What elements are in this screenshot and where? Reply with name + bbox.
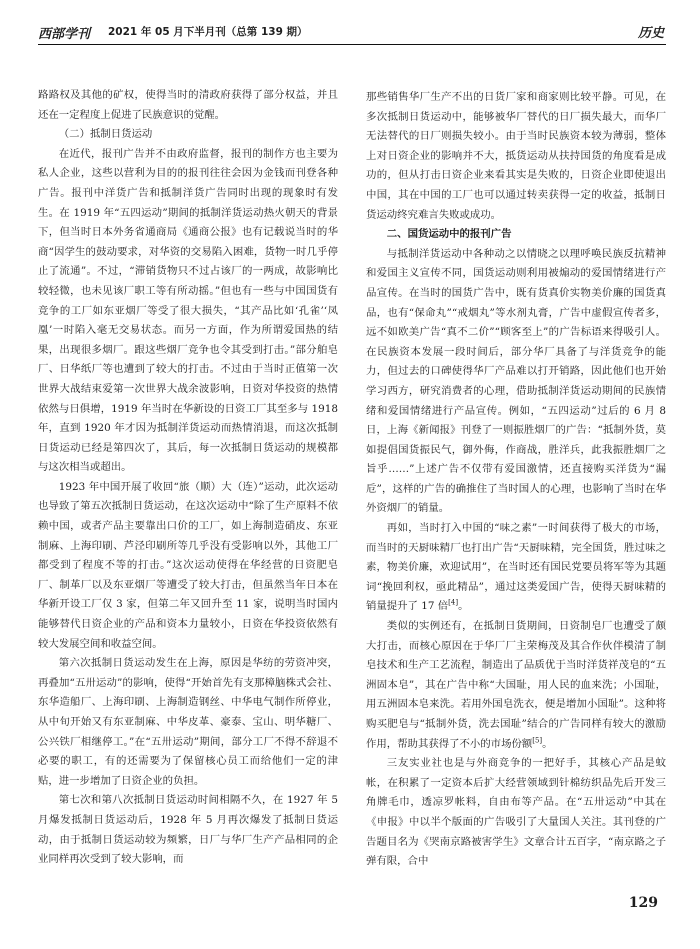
paragraph	[38, 654, 338, 791]
paragraph-text: 第六次抵制日货运动发生在上海，原因是华纺的劳资冲突，再叠加“五卅运动”的影响，使得“开始首先有支那樟脑株式会社、东华造船厂、上海印刷、上海制造钢丝、中华电气制作所停业，从中旬开始又有东亚制麻、中华皮革、豪泰、宝山、明华糖厂、公兴铁厂相继停工。”在“五卅运动”期间，部分工厂不得不辞退不必要的职工，有的还需要为了保留核心员工而给他们一定的津贴，进一步增加了日资企业的负担。	[38, 657, 338, 787]
section-heading	[366, 225, 666, 245]
paragraph	[38, 478, 338, 654]
paragraph	[366, 88, 666, 225]
paragraph-text: 类似的实例还有，在抵制日货期间，日资制皂厂也遭受了颇大打击，而核心原因在于华厂厂主荣梅茂及其合作伙伴模清了制皂技术和生产工艺流程，制造出了品质优于当时洋货祥茂皂的“五洲固本皂”，其在广告中称“大国耻，用人民的血来洗；小国耻，用五洲固本皂来洗。若用外国皂洗衣，便是增加小国耻”。这种将购买肥皂与“抵制外货，洗去国耻”结合的广告同样有较大的激励作用，帮助其获得了不小的市场份额	[366, 620, 666, 750]
paragraph	[366, 245, 666, 519]
section-name: 历史	[637, 26, 664, 41]
paragraph-text: （二）抵制日货运动	[58, 128, 153, 141]
paragraph-text: 1923 年中国开展了收回“旅（顺）大（连）”运动，此次运动也导致了第五次抵制日货运动，在这次运动中“除了生产原料不依赖中国，或者产品主要靠出口价的工厂，如上海制造硝皮、东亚制麻、上海印刷、芦泾印刷所等几乎没有受影响以外，其他工厂都受到了程度不等的打击。”这次运动使得在华经营的日资肥皂厂、制革厂以及东亚烟厂等遭受了较大打击，但虽然当年日本在华新开设工厂仅 3 家，但第二年又回升至 11 家，说明当时国内能够替代日资企业的产品和资本力量较小，日资在华投资依然有较大发展空间和收益空间。	[38, 480, 338, 650]
paragraph	[38, 791, 338, 869]
paragraph	[366, 754, 666, 872]
paragraph-text: 路路权及其他的矿权，使得当时的清政府获得了部分权益，并且还在一定程度上促进了民族意识的觉醒。	[38, 89, 338, 121]
paragraph	[366, 519, 666, 617]
page-header	[38, 20, 666, 45]
paragraph-text: 二、国货运动中的报刊广告	[386, 228, 512, 241]
subsection-heading	[38, 125, 338, 145]
paragraph-text: 第七次和第八次抵制日货运动时间相隔不久，在 1927 年 5 月爆发抵制日货运动后，1928 年 5 月再次爆发了抵制日货运动，由于抵制日货运动较为频繁，日厂与华厂生产产品相同的企业同样再次受到了较大影响，而	[38, 794, 338, 866]
citation-ref: [4]	[448, 598, 459, 607]
paragraph-text: 在近代，报刊广告并不由政府监督，报刊的制作方也主要为私人企业，这些以营利为目的的报刊往往会因为金钱而刊登各种广告。报刊中洋货广告和抵制洋货广告同时出现的现象时有发生。在 1919 年“五四运动”期间的抵制洋货运动热火朝天的背景下，但当时日本外务省通商局《通商公报》也有记载说当时的华商“因学生的鼓动要求，对华资的交易陷入困难，货物一时几乎停止了流通”。不过，“滞销货物只不过占该厂的一两成，故影响比较轻微，也未见该厂职工等有所动摇。”但也有一些与中国国货有竞争的工厂如东亚烟厂等受了很大损失，“其产品比如‘孔雀’‘凤凰’一时陷入毫无交易状态。而另一方面，作为所谓爱国热的结果，出现很多烟厂。跟这些烟厂竞争也令其受到打击。”部分舶皂厂、日华纸厂等也遭到了较大的打击。不过由于当时正值第一次世界大战结束爱第一次世界大战余波影响，日资对华投资的热情依然与日俱增，1919 年当时在华新设的日资工厂其至多与 1918 年，直到 1920 年才因为抵制洋货运动而热情消退，而这次抵制日货运动已经是第四次了，其后，每一次抵制日货运动的规模都与这次相当或超出。	[38, 147, 338, 474]
right-column	[366, 88, 666, 872]
paragraph-text: 那些销售华厂生产不出的日货厂家和商家则比较平静。可见，在多次抵制日货运动中，能够被华厂替代的日厂损失最大，而华厂无法替代的日厂则损失较小。由于当时民族资本较为薄弱，整体上对日资企业的影响并不大，抵货运动从扶持国货的角度看是成功的，但从打击日资企业来看其实是失败的，日资企业即使退出中国，其在中国的工厂也可以通过转卖获得一定的收益，抵制日货运动终究难言失败或成功。	[366, 91, 666, 221]
paragraph-text: 再如，当时打入中国的“味之素”一时间获得了极大的市场，而当时的天厨味精厂也打出广告“天厨味精，完全国货，胜过味之素，物美价廉，欢迎试用”，在当时还有国民党要员将军等为其题词“挽回利权，亟此精品”，通过这类爱国广告，使得天厨味精的销量提升了 17 倍	[366, 522, 666, 613]
left-column	[38, 86, 338, 870]
citation-ref: [5]	[532, 736, 543, 745]
paragraph-text: 三友实业社也是与外商竞争的一把好手，其核心产品是蚊帐，在积累了一定资本后扩大经营领域到针棉纺织品先后开发三角牌毛巾，透凉罗帐料，自由布等产品。在“五卅运动”中其在《申报》中以半个版面的广告吸引了大量国人关注。其刊登的广告题目名为《哭南京路被害学生》文章合计五百字，“南京路之子弹有限，合中	[366, 757, 666, 868]
paragraph-text: 与抵制洋货运动中各种动之以情晓之以理呼唤民族反抗精神和爱国主义宣传不同，国货运动则利用被煽动的爱国情绪进行产品宣传。在当时的国货广告中，既有货真价实物美价廉的国货真品，也有“保命丸”“戒烟丸”等水剂丸膏，广告中虚假宣传者多，远不如欧美广告“真不二价”“顾客至上”的广告标语来得吸引人。在民族资本发展一段时间后，部分华厂具备了与洋货竞争的能力，但过去的口碑使得华厂产品难以打开销路，因此他们也开始学习西方，研究消费者的心理，借助抵制洋货运动期间的民族情绪和爱国情绪进行产品宣传。例如，“五四运动”过后的 6 月 8 日，上海《新闻报》刊登了一则振胜烟厂的广告：“抵制外货，莫如提倡国货振民气，御外侮，作商战，胜洋兵，此我振胜烟厂之旨乎……”上述广告不仅带有爱国激情，还直接购买洋货为“漏卮”，这样的广告的确推住了当时国人的心理，也影响了当时在华外资烟厂的销量。	[366, 247, 666, 515]
paragraph-tail: 。	[458, 600, 469, 613]
paragraph	[366, 617, 666, 754]
journal-logo: 西部学刊	[38, 27, 91, 42]
issue-info: 2021 年 05 月下半月刊（总第 139 期）	[108, 26, 308, 38]
page-number: 129	[628, 895, 658, 911]
paragraph	[38, 145, 338, 478]
paragraph	[38, 86, 338, 125]
paragraph-tail: 。	[542, 737, 553, 750]
